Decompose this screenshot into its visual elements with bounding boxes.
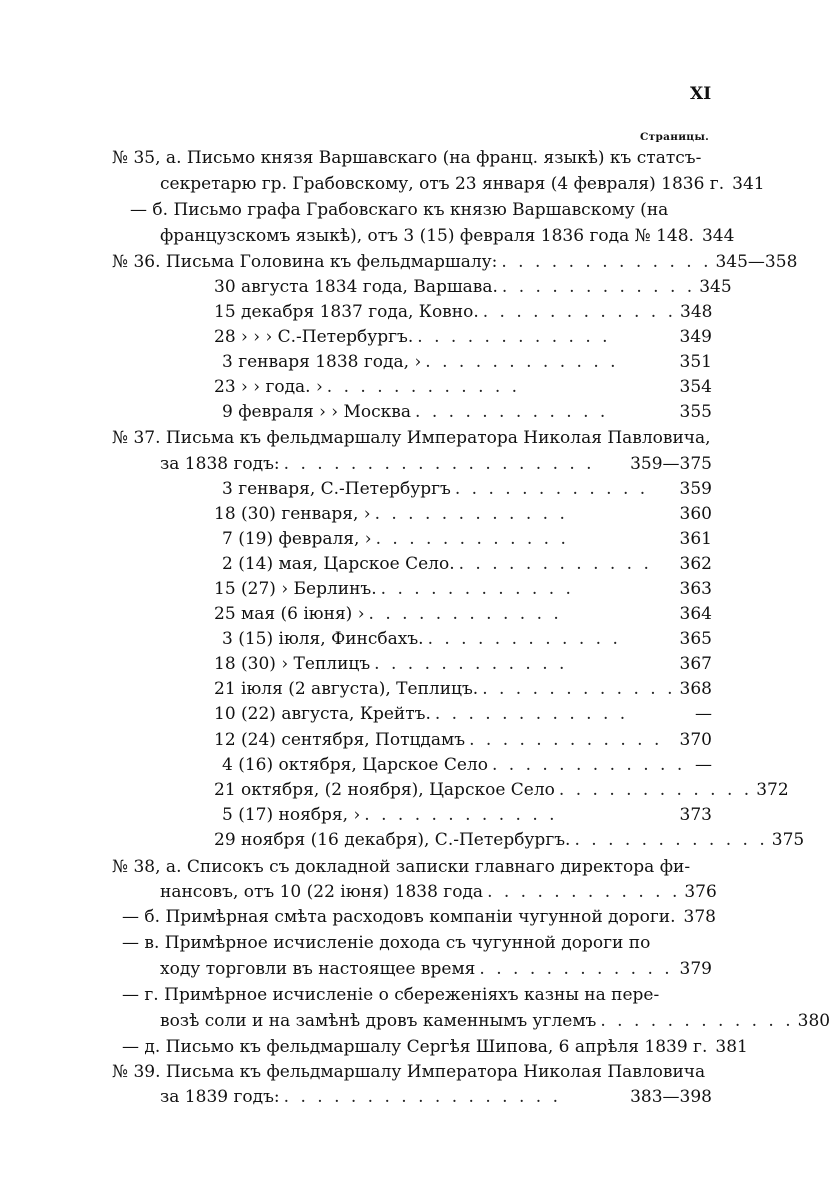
entry-page: 365 bbox=[679, 629, 712, 649]
entry-page: 345—358 bbox=[715, 252, 798, 272]
toc-line: 5 (17) ноября, › . . . . . . . . . . . . 373 bbox=[222, 805, 712, 825]
entry-page: 376 bbox=[684, 882, 717, 902]
toc-line: 4 (16) октября, Царское Село . . . . . . . . . . . . — bbox=[222, 755, 712, 775]
entry-page: 364 bbox=[679, 604, 712, 624]
entry-text: 10 (22) августа, Крейтъ. bbox=[214, 704, 431, 724]
toc-line: ходу торговли въ настоящее время . . . . . . . . . . . . 379 bbox=[160, 959, 712, 979]
entry-text: № 36. Письма Головина къ фельдмаршалу: bbox=[112, 252, 498, 272]
toc-line: 3 (15) іюля, Финсбахъ. . . . . . . . . . . . . 365 bbox=[222, 629, 712, 649]
toc-line bbox=[160, 224, 735, 248]
toc-line: № 36. Письма Головина къ фельдмаршалу: . . . . . . . . . . . . . 345—358 bbox=[112, 252, 798, 272]
toc-line: 7 (19) февраля, › . . . . . . . . . . . . 361 bbox=[222, 529, 712, 549]
entry-page: 381 bbox=[715, 1037, 748, 1057]
entry-text: 21 октября, (2 ноября), Царское Село bbox=[214, 780, 555, 800]
toc-line: 18 (30) › Теплицъ . . . . . . . . . . . . 367 bbox=[214, 654, 712, 674]
entry-page: 370 bbox=[679, 730, 712, 750]
entry-page: 361 bbox=[679, 529, 712, 549]
entry-page: 373 bbox=[679, 805, 712, 825]
entry-page: 349 bbox=[679, 327, 712, 347]
entry-page: — bbox=[695, 755, 712, 775]
entry-page: 363 bbox=[679, 579, 712, 599]
toc-line: 25 мая (6 іюня) › . . . . . . . . . . . . 364 bbox=[214, 604, 712, 624]
toc-line bbox=[122, 1035, 748, 1059]
entry-text: 23 › › года. › bbox=[214, 377, 323, 397]
entry-text: ходу торговли въ настоящее время bbox=[160, 959, 476, 979]
entry-page: 355 bbox=[679, 402, 712, 422]
entry-text: 29 ноября (16 декабря), С.-Петербургъ. bbox=[214, 830, 571, 850]
toc-line: 3 генваря, С.-Петербургъ . . . . . . . . . . . . 359 bbox=[222, 479, 712, 499]
entry-text: 3 генваря, С.-Петербургъ bbox=[222, 479, 451, 499]
entry-text: нансовъ, отъ 10 (22 іюня) 1838 года bbox=[160, 882, 484, 902]
entry-text: возѣ соли и на замѣнѣ дровъ каменнымъ углемъ bbox=[160, 1011, 597, 1031]
entry-page: 372 bbox=[756, 780, 789, 800]
entry-page: 379 bbox=[679, 959, 712, 979]
toc-line: 3 генваря 1838 года, › . . . . . . . . . . . . 351 bbox=[222, 352, 712, 372]
toc-line bbox=[160, 172, 765, 196]
toc-line: № 38, а. Списокъ съ докладной записки главнаго директора фи- bbox=[112, 857, 691, 877]
entry-text: 5 (17) ноября, › bbox=[222, 805, 361, 825]
entry-page: 344 bbox=[701, 226, 735, 246]
entry-page: 351 bbox=[679, 352, 712, 372]
toc-line: — г. Примѣрное исчисленіе о сбереженіяхъ казны на пере- bbox=[122, 985, 660, 1005]
toc-line: — б. Письмо графа Грабовскаго къ князю Варшавскому (на bbox=[130, 200, 669, 220]
entry-text: секретарю гр. Грабовскому, отъ 23 января (4 февраля) 1836 г. bbox=[160, 174, 725, 194]
entry-text: 25 мая (6 іюня) › bbox=[214, 604, 365, 624]
toc-line: за 1838 годъ: . . . . . . . . . . . . . . . . . . . 359—375 bbox=[160, 454, 712, 474]
entry-text: 9 февраля › › Москва bbox=[222, 402, 412, 422]
toc-line: 10 (22) августа, Крейтъ. . . . . . . . . . . . . — bbox=[214, 704, 712, 724]
entry-page: 375 bbox=[771, 830, 805, 850]
entry-page: 345 bbox=[699, 277, 732, 297]
entry-text: 15 декабря 1837 года, Ковно. bbox=[214, 302, 479, 322]
entry-page: 341 bbox=[732, 174, 765, 194]
entry-text: 18 (30) › Теплицъ bbox=[214, 654, 371, 674]
entry-page: 362 bbox=[679, 554, 712, 574]
toc-line: 15 декабря 1837 года, Ковно. . . . . . . . . . . . . 348 bbox=[214, 302, 713, 322]
entry-text: 3 (15) іюля, Финсбахъ. bbox=[222, 629, 424, 649]
entry-page: 383—398 bbox=[630, 1087, 712, 1107]
entry-text: 21 іюля (2 августа), Теплицъ. bbox=[214, 679, 479, 699]
toc-line: № 35, а. Письмо князя Варшавскаго (на франц. языкѣ) къ статсъ- bbox=[112, 148, 702, 168]
entry-text: — д. Письмо къ фельдмаршалу Сергѣя Шипова, 6 апрѣля 1839 г. bbox=[122, 1037, 708, 1057]
entry-text: 2 (14) мая, Царское Село. bbox=[222, 554, 455, 574]
entry-page: 378 bbox=[683, 907, 716, 927]
entry-text: французскомъ языкѣ), отъ 3 (15) февраля 1836 года № 148. bbox=[160, 226, 694, 246]
toc-line: нансовъ, отъ 10 (22 іюня) 1838 года . . . . . . . . . . . . 376 bbox=[160, 882, 717, 902]
entry-page: 360 bbox=[679, 504, 712, 524]
entry-text: 15 (27) › Берлинъ. bbox=[214, 579, 377, 599]
toc-line: 21 іюля (2 августа), Теплицъ. . . . . . . . . . . . . 368 bbox=[214, 679, 712, 699]
toc-line: 29 ноября (16 декабря), С.-Петербургъ. . . . . . . . . . . . . 375 bbox=[214, 830, 805, 850]
entry-page: 380 bbox=[797, 1011, 831, 1031]
toc-line: 28 › › › С.-Петербургъ. . . . . . . . . . . . . 349 bbox=[214, 327, 712, 347]
entry-page: 348 bbox=[680, 302, 713, 322]
entry-text: 30 августа 1834 года, Варшава. bbox=[214, 277, 498, 297]
entry-page: 354 bbox=[679, 377, 712, 397]
toc-line: за 1839 годъ: . . . . . . . . . . . . . . . . . 383—398 bbox=[160, 1087, 712, 1107]
toc-line: — в. Примѣрное исчисленіе дохода съ чугунной дороги по bbox=[122, 933, 651, 953]
toc-line: 18 (30) генваря, › . . . . . . . . . . . . 360 bbox=[214, 504, 712, 524]
entry-text: за 1839 годъ: bbox=[160, 1087, 280, 1107]
toc-line: 30 августа 1834 года, Варшава. . . . . . . . . . . . . 345 bbox=[214, 277, 732, 297]
entry-page: 359 bbox=[679, 479, 712, 499]
entry-text: 12 (24) сентября, Потцдамъ bbox=[214, 730, 466, 750]
entry-text: за 1838 годъ: bbox=[160, 454, 280, 474]
entry-page: — bbox=[695, 704, 712, 724]
entry-text: 7 (19) февраля, › bbox=[222, 529, 372, 549]
entry-page: 368 bbox=[679, 679, 712, 699]
entry-page: 367 bbox=[679, 654, 712, 674]
entry-text: 28 › › › С.-Петербургъ. bbox=[214, 327, 414, 347]
entry-page: 359—375 bbox=[630, 454, 712, 474]
toc-line: 15 (27) › Берлинъ. . . . . . . . . . . . . 363 bbox=[214, 579, 712, 599]
pages-column-title: Страницы. bbox=[640, 131, 710, 143]
toc-line: возѣ соли и на замѣнѣ дровъ каменнымъ углемъ . . . . . . . . . . . . 380 bbox=[160, 1011, 831, 1031]
toc-line: № 37. Письма къ фельдмаршалу Императора Николая Павловича, bbox=[112, 428, 711, 448]
toc-line: 2 (14) мая, Царское Село. . . . . . . . . . . . . 362 bbox=[222, 554, 712, 574]
toc-line: 21 октября, (2 ноября), Царское Село . . . . . . . . . . . . 372 bbox=[214, 780, 789, 800]
entry-text: 4 (16) октября, Царское Село bbox=[222, 755, 488, 775]
toc-line bbox=[122, 905, 716, 929]
toc-line: 23 › › года. › . . . . . . . . . . . . 354 bbox=[214, 377, 712, 397]
entry-text: — б. Примѣрная смѣта расходовъ компаніи чугунной дороги. bbox=[122, 907, 676, 927]
entry-text: 3 генваря 1838 года, › bbox=[222, 352, 422, 372]
toc-line: 12 (24) сентября, Потцдамъ . . . . . . . . . . . . 370 bbox=[214, 730, 712, 750]
toc-line: № 39. Письма къ фельдмаршалу Императора Николая Павловича bbox=[112, 1062, 706, 1082]
entry-text: 18 (30) генваря, › bbox=[214, 504, 371, 524]
page-number: XI bbox=[690, 84, 712, 104]
toc-line: 9 февраля › › Москва . . . . . . . . . . . . 355 bbox=[222, 402, 712, 422]
